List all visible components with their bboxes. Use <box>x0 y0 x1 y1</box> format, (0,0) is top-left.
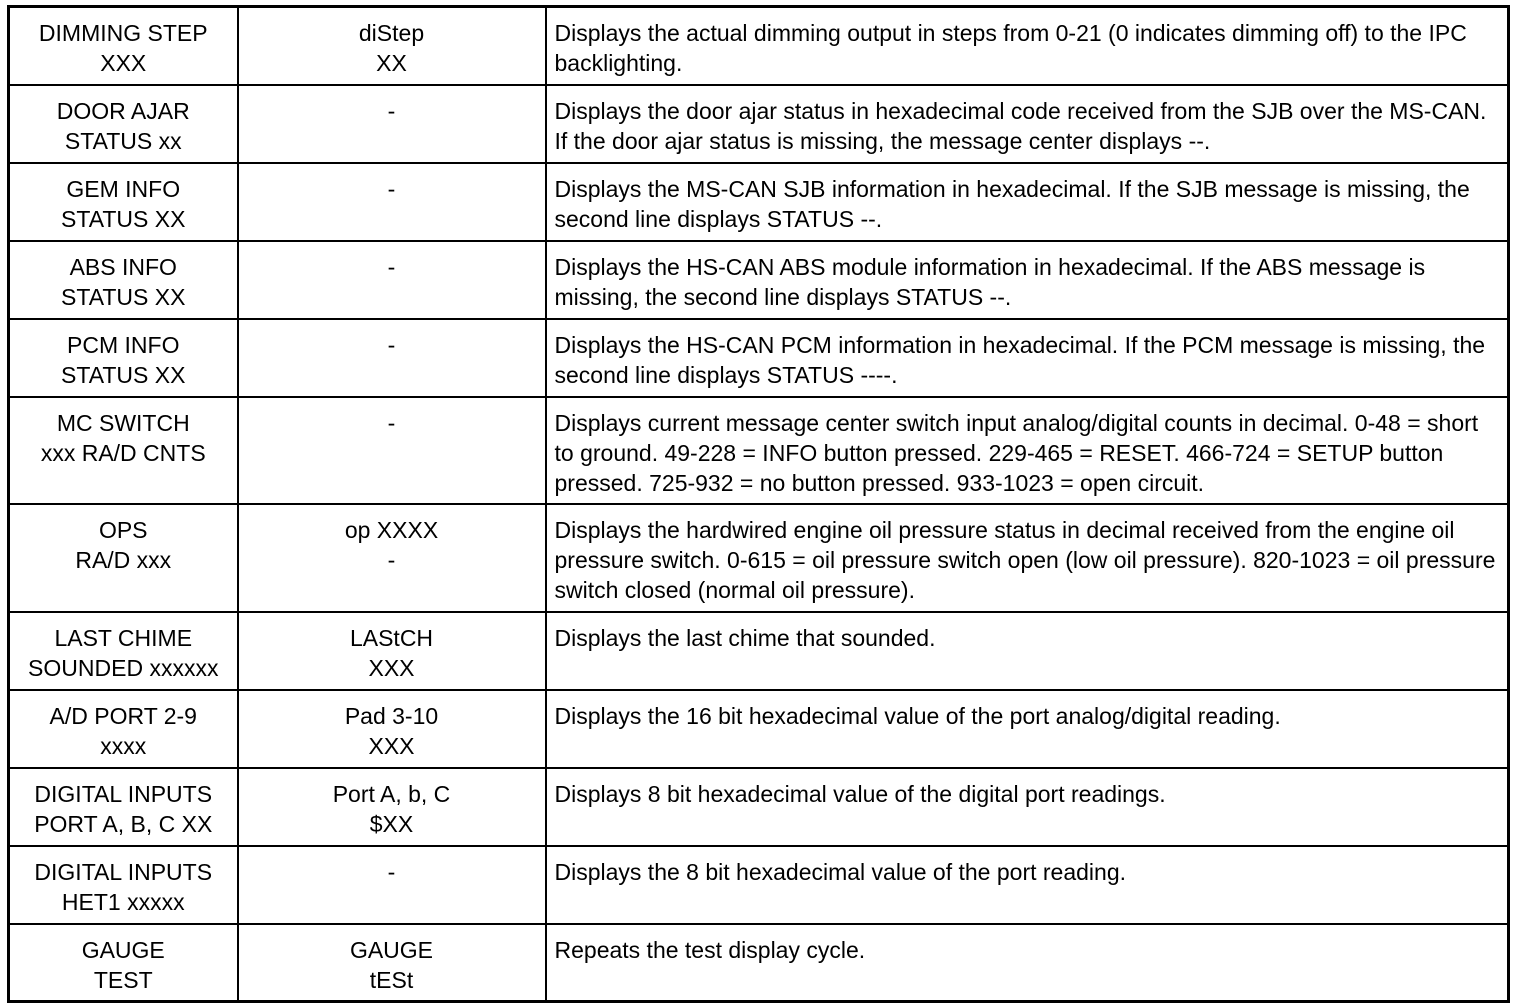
gauge-display-cell <box>238 163 546 241</box>
table-row <box>9 7 1509 85</box>
description-cell <box>546 7 1509 85</box>
message-center-display-cell <box>9 768 238 846</box>
description-cell <box>546 768 1509 846</box>
table-body <box>9 7 1509 1002</box>
gauge-display-line: op XXXX <box>344 516 439 543</box>
message-center-display-cell <box>9 7 238 85</box>
message-center-display-cell <box>9 319 238 397</box>
description-cell <box>546 690 1509 768</box>
description-text: Displays the MS-CAN SJB information in hexadecimal. If the SJB message is missing, the second line displays STATUS --. <box>554 175 1470 232</box>
message-center-display-line: A/D PORT 2-9 <box>49 702 197 729</box>
gauge-display-cell <box>238 504 546 612</box>
table-row <box>9 85 1509 163</box>
message-center-display-cell <box>9 846 238 924</box>
gauge-display-cell <box>238 846 546 924</box>
gauge-display-cell <box>238 241 546 319</box>
gauge-display-line: - <box>387 858 396 885</box>
message-center-display-cell <box>9 504 238 612</box>
message-center-display-cell <box>9 690 238 768</box>
message-center-display-line: PCM INFO <box>67 331 180 358</box>
table-row <box>9 163 1509 241</box>
description-cell <box>546 241 1509 319</box>
table-row <box>9 924 1509 1002</box>
table-row <box>9 319 1509 397</box>
message-center-display-cell <box>9 612 238 690</box>
gauge-display-cell <box>238 85 546 163</box>
gauge-display-line: $XX <box>369 810 414 837</box>
gauge-display-line: Pad 3-10 <box>344 702 439 729</box>
description-cell <box>546 924 1509 1002</box>
description-text: Displays 8 bit hexadecimal value of the digital port readings. <box>554 780 1166 807</box>
description-text: Repeats the test display cycle. <box>554 936 866 963</box>
description-text: Displays the last chime that sounded. <box>554 624 936 651</box>
gauge-display-cell <box>238 768 546 846</box>
message-center-display-cell <box>9 924 238 1002</box>
message-center-display-line: TEST <box>93 966 153 993</box>
gauge-display-cell <box>238 397 546 504</box>
gauge-display-cell <box>238 7 546 85</box>
gauge-display-cell <box>238 690 546 768</box>
message-center-display-line: xxxx <box>100 732 147 759</box>
message-center-display-line: RA/D xxx <box>75 546 172 573</box>
message-center-display-line: ABS INFO <box>69 253 177 280</box>
description-text: Displays current message center switch input analog/digital counts in decimal. 0-48 = short to ground. 49-228 = INFO button pressed. 229-465 = RESET. 466-724 = SETUP button pressed. 725-932 = no button pressed. 933-1023 = open circuit. <box>554 409 1479 496</box>
message-center-display-line: DIGITAL INPUTS <box>34 780 213 807</box>
gauge-display-line: - <box>387 253 396 280</box>
table-row <box>9 846 1509 924</box>
description-cell <box>546 612 1509 690</box>
message-center-display-cell <box>9 241 238 319</box>
message-center-display-line: GEM INFO <box>66 175 181 202</box>
description-text: Displays the 8 bit hexadecimal value of the port reading. <box>554 858 1126 885</box>
description-cell <box>546 319 1509 397</box>
gauge-display-line: - <box>387 331 396 358</box>
gauge-display-cell <box>238 319 546 397</box>
message-center-display-line: LAST CHIME <box>54 624 193 651</box>
message-center-display-line: OPS <box>98 516 148 543</box>
table-row <box>9 504 1509 612</box>
gauge-display-line: LAStCH <box>349 624 434 651</box>
message-center-display-line: STATUS XX <box>61 283 186 310</box>
message-center-display-cell <box>9 163 238 241</box>
gauge-display-line: diStep <box>358 20 425 46</box>
message-center-display-line: XXX <box>100 50 147 76</box>
message-center-display-line: GAUGE <box>81 936 165 963</box>
diagnostic-table <box>7 5 1510 1003</box>
gauge-display-line: tESt <box>369 966 414 993</box>
gauge-display-line: Port A, b, C <box>332 780 451 807</box>
message-center-display-line: STATUS XX <box>61 361 186 388</box>
gauge-display-line: XX <box>376 50 407 76</box>
message-center-display-line: xxx RA/D CNTS <box>40 439 206 466</box>
gauge-display-line: GAUGE <box>349 936 434 963</box>
message-center-display-line: STATUS XX <box>61 205 186 232</box>
message-center-display-line: DOOR AJAR <box>56 97 190 124</box>
description-text: Displays the HS-CAN ABS module information in hexadecimal. If the ABS message is missing, the second line displays STATUS --. <box>554 253 1426 310</box>
gauge-display-cell <box>238 924 546 1002</box>
description-text: Displays the hardwired engine oil pressure status in decimal received from the engine oil pressure switch. 0-615 = oil pressure switch open (low oil pressure). 820-1023 = oil pressure switch closed (normal oil pressure). <box>554 516 1496 603</box>
description-cell <box>546 85 1509 163</box>
table-row <box>9 612 1509 690</box>
message-center-display-line: MC SWITCH <box>56 409 190 436</box>
table-row <box>9 768 1509 846</box>
description-text: Displays the door ajar status in hexadecimal code received from the SJB over the MS-CAN. If the door ajar status is missing, the message center displays --. <box>554 97 1487 154</box>
message-center-display-line: STATUS xx <box>64 127 182 154</box>
message-center-display-cell <box>9 85 238 163</box>
message-center-display-cell <box>9 397 238 504</box>
description-cell <box>546 397 1509 504</box>
gauge-display-cell <box>238 612 546 690</box>
description-cell <box>546 846 1509 924</box>
gauge-display-line: XXX <box>368 732 415 759</box>
gauge-display-line: - <box>387 97 396 124</box>
table-row <box>9 397 1509 504</box>
description-text: Displays the HS-CAN PCM information in hexadecimal. If the PCM message is missing, the second line displays STATUS ----. <box>554 331 1486 388</box>
message-center-display-line: DIMMING STEP <box>38 20 208 46</box>
description-text: Displays the 16 bit hexadecimal value of the port analog/digital reading. <box>554 702 1281 729</box>
gauge-display-line: - <box>387 175 396 202</box>
description-text: Displays the actual dimming output in steps from 0-21 (0 indicates dimming off) to the IPC backlighting. <box>554 20 1467 76</box>
gauge-display-line: - <box>387 546 396 573</box>
description-cell <box>546 504 1509 612</box>
table-row <box>9 241 1509 319</box>
message-center-display-line: SOUNDED xxxxxx <box>28 654 219 681</box>
gauge-display-line: XXX <box>368 654 415 681</box>
description-cell <box>546 163 1509 241</box>
message-center-display-line: PORT A, B, C XX <box>34 810 213 837</box>
message-center-display-line: HET1 xxxxx <box>61 888 185 915</box>
message-center-display-line: DIGITAL INPUTS <box>34 858 213 885</box>
gauge-display-line: - <box>387 409 396 436</box>
table-row <box>9 690 1509 768</box>
